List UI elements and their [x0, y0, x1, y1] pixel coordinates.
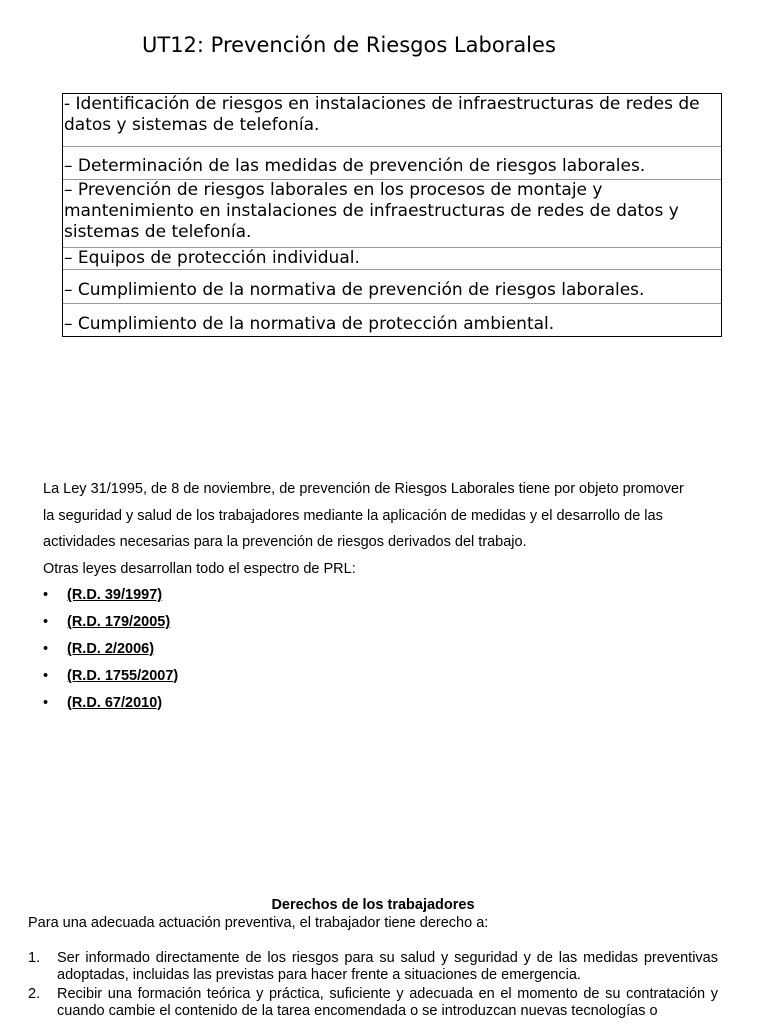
topic-row: – Determinación de las medidas de prevención de riesgos laborales. [63, 146, 721, 179]
topic-row: – Prevención de riesgos laborales en los procesos de montaje y mantenimiento en instalaciones de infraestructuras de redes de datos y sistemas de telefonía. [63, 179, 721, 247]
bullet: • [43, 667, 49, 684]
list-item [43, 663, 723, 690]
item-number: 2. [28, 986, 41, 1002]
item-text: Recibir una formación teórica y práctica, suficiente y adecuada en el momento de su contratación y cuando cambie el contenido de la tarea encomendada o se introduzcan nuevas tecnologías o [57, 986, 718, 1019]
laws-list [43, 582, 723, 716]
rights-intro: Para una adecuada actuación preventiva, el trabajador tiene derecho a: [28, 915, 489, 931]
bullet: • [43, 587, 49, 604]
law-link[interactable]: (R.D. 39/1997) [67, 587, 163, 604]
list-item [28, 950, 718, 984]
bullet: • [43, 640, 49, 657]
list-item [43, 609, 723, 636]
law-link[interactable]: (R.D. 67/2010) [67, 694, 163, 711]
intro-line: La Ley 31/1995, de 8 de noviembre, de prevención de Riesgos Laborales tiene por objeto promover [43, 481, 684, 497]
law-link[interactable]: (R.D. 2/2006) [67, 640, 155, 657]
topics-table [62, 93, 722, 337]
intro-line: la seguridad y salud de los trabajadores mediante la aplicación de medidas y el desarrollo de las [43, 507, 663, 524]
topic-row: – Cumplimiento de la normativa de protección ambiental. [63, 303, 721, 336]
bullet: • [43, 694, 49, 711]
topic-row: – Cumplimiento de la normativa de prevención de riesgos laborales. [63, 269, 721, 303]
item-number: 1. [28, 950, 41, 966]
intro-line: actividades necesarias para la prevención de riesgos derivados del trabajo. [43, 534, 527, 551]
topic-row: - Identificación de riesgos en instalaciones de infraestructuras de redes de datos y sistemas de telefonía. [64, 94, 700, 135]
list-item [43, 582, 723, 609]
list-item [43, 636, 723, 663]
bullet: • [43, 614, 49, 631]
law-link[interactable]: (R.D. 179/2005) [67, 614, 171, 631]
intro-line: Otras leyes desarrollan todo el espectro de PRL: [43, 560, 356, 577]
law-intro [43, 476, 723, 716]
item-text: Ser informado directamente de los riesgos para su salud y seguridad y de las medidas preventivas adoptadas, incluidas las previstas para hacer frente a situaciones de emergencia. [57, 950, 718, 983]
rights-list [28, 950, 718, 1022]
page-title: UT12: Prevención de Riesgos Laborales [142, 33, 556, 57]
list-item [28, 986, 718, 1020]
list-item [43, 690, 723, 717]
topic-row: – Equipos de protección individual. [63, 247, 721, 269]
rights-heading: Derechos de los trabajadores [271, 897, 475, 913]
law-link[interactable]: (R.D. 1755/2007) [67, 667, 179, 684]
